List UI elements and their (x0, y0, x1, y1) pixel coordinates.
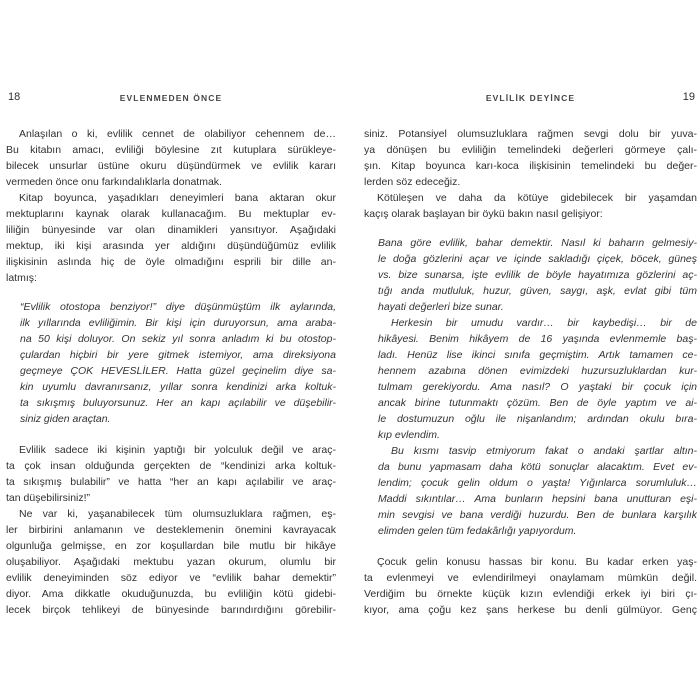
paragraph (378, 235, 697, 315)
paragraph (378, 315, 697, 443)
page-number-left: 18 (8, 91, 21, 103)
text-line: da bunu yapmasam daha kötü sonuçlar alacaktım. Evet ev- (378, 461, 697, 473)
text-line: ta evlenmeyi ve evlendirilmeyi onaylamam mümkün değil. (364, 572, 697, 584)
text-line: hayati değerleri bize sunar. (378, 301, 504, 313)
text-line: tığı anda mutluluk, huzur, güven, saygı, aşk, evlat gibi tüm (378, 285, 697, 297)
text-line: diyor. Ama dikkatle okuduğunuzda, bu evliliğin kötü gidebi- (6, 588, 336, 600)
text-line: tan düşebilirsiniz!” (6, 492, 91, 504)
text-line: siniz. Potansiyel olumsuzluklara rağmen sevgi dolu bir yuva- (364, 128, 697, 140)
text-line: min sevgisi ve bana verdiği huzurdu. Ben de bunlara karşılık (378, 509, 697, 521)
page-body-left (6, 126, 336, 618)
text-line: ladı. Henüz lise ikinci sınıfa geçmiştim. Artık tamamen ce- (378, 349, 697, 361)
text-line: hikâyesi. Benim hikâyem de 16 yaşında evlenmemle baş- (378, 333, 697, 345)
text-line: ta çok insan olduğunda gerçekten de “kendinizi arka koltuk- (6, 460, 336, 472)
text-line: latmış: (6, 272, 37, 284)
text-line: le doğa gözlerini açar ve içinde sakladığı çiçek, böcek, güneş (378, 253, 697, 265)
text-line: lerden söz edeceğiz. (364, 176, 461, 188)
page-header-left (6, 92, 336, 105)
paragraph (20, 299, 336, 427)
text-line: lecek birçok tehlikeyi de bünyesinde barındırdığını görebilir- (6, 604, 336, 616)
text-line: mektuplarını kaynak olarak kullanacağım. Bu mektuplar ev- (6, 208, 336, 220)
text-line: na 50 kişi doluyor. On sekiz yıl sonra anladım ki bu otostop- (20, 333, 336, 345)
running-head-left: EVLENMEDEN ÖNCE (119, 93, 223, 103)
text-line: Kötüleşen ve daha da kötüye gidebilecek bir yaşamdan (377, 192, 697, 204)
page-body-right (364, 126, 697, 618)
page-number-right: 19 (682, 91, 695, 103)
text-line: Herkesin bir umudu vardır… bir kaybedişi… bir de (391, 317, 697, 329)
text-line: liliğin bünyesinde var olan dinamikleri yansıtıyor. Aşağıdaki (6, 224, 336, 236)
text-line: Kitap boyunca, yaşadıkları deneyimleri bana aktaran okur (19, 192, 336, 204)
text-line: Çocuk gelin konusu hassas bir konu. Bu kadar erken yaş- (377, 556, 697, 568)
text-line: Bu kısmı tasvip etmiyorum fakat o andaki şartlar altın- (391, 445, 697, 457)
paragraph (6, 442, 336, 506)
text-line: şın. Kitap boyunca karı-koca ilişkisinin temelindeki bu değer- (364, 160, 697, 172)
text-line: oluşabiliyor. Aşağıdaki mektubu yazan okurum, olumlu bir (6, 556, 336, 568)
running-head-right: EVLİLİK DEYİNCE (485, 93, 576, 103)
text-line: vermeden önce onu farkındalıklarla donatmak. (6, 176, 222, 188)
text-line: Bana göre evlilik, bahar demektir. Nasıl ki baharın gelmesiy- (378, 237, 697, 249)
text-line: ilk yıllarında evliliğimin. Bir kişi için duruyorsun, ama araba- (20, 317, 336, 329)
text-line: Anlaşılan o ki, evlilik cennet de olabiliyor cehennem de… (19, 128, 336, 140)
text-line: hennem azabına dönen evimizdeki huzursuzluklardan kur- (378, 365, 697, 377)
paragraph (6, 126, 336, 190)
text-line: mektup, iki kişi arasında yer aldığını düşündüğümüz evlilik (6, 240, 336, 252)
text-line: kıp evlendim. (378, 429, 440, 441)
paragraph (364, 554, 697, 618)
text-line: çulardan hiçbiri bir yere gitmek istemiyor, ama direksiyona (20, 349, 336, 361)
text-line: le dostumuzun oğlu ile nişanlandım; ardından okulu bıra- (378, 413, 697, 425)
text-line: lendim; çocuk gelin oldum o yaşta! Yığınlarca sorumluluk… (378, 477, 697, 489)
text-line: ilişkisinin aslında hiç de öyle olmadığını esprili bir dille an- (6, 256, 336, 268)
paragraph (364, 190, 697, 222)
text-line: siniz giden araçtan. (20, 413, 111, 425)
paragraph (6, 506, 336, 618)
text-line: vs. bize sunarsa, işte evlilik de böyle hayatımıza gözlerini aç- (378, 269, 697, 281)
paragraph (6, 190, 336, 286)
text-line: Ne var ki, yaşanabilecek tüm olumsuzluklara rağmen, eş- (19, 508, 336, 520)
text-line: ancak birine tutunmaktı çözüm. Ben de öyle yaptım ve ai- (378, 397, 697, 409)
text-line: “Evlilik otostopa benziyor!” diye düşünmüştüm ilk aylarında, (20, 301, 336, 313)
text-line: tulmam gerekiyordu. Ama nasıl? O yaştaki bir çocuk için (378, 381, 697, 393)
text-line: olgunluğa gelmişse, en zor koşullardan bile mutlu bir hikâye (6, 540, 336, 552)
paragraph (378, 443, 697, 539)
text-line: Evlilik sadece iki kişinin yaptığı bir yolculuk değil ve araç- (19, 444, 336, 456)
book-page-left (6, 92, 336, 618)
text-line: evlilik deneyiminden söz ediyor ve “evlilik bahar demektir” (6, 572, 336, 584)
text-line: ler birbirini anlamanın ve desteklemenin önemini kavrayacak (6, 524, 336, 536)
text-line: elimden gelen tüm fedakârlığı yapıyordum. (378, 525, 577, 537)
text-line: Bu kitabın amacı, evliliği böylesine zıt kutuplara sürükleye- (6, 144, 336, 156)
text-line: kıyor, ama çoğu kez şans herkese bu denli gülmüyor. Genç (364, 604, 697, 616)
book-page-right (364, 92, 697, 618)
text-line: bilecek unsurlar üstüne okuru düşündürmek ve evlilik kararı (6, 160, 336, 172)
text-line: Maddi sıkıntılar… Ama bunların hepsini bana unutturan eşi- (378, 493, 697, 505)
text-line: Verdiğim bu örnekte küçük kızın evlendiği erkek iyi biri çı- (364, 588, 697, 600)
text-line: ta sıkışmış bulabilir” ve hatta “her an kapı açılabilir ve araç- (6, 476, 336, 488)
text-line: ta sıkışmış buluyorsunuz. Her an kapı açılabilir ve düşebilir- (20, 397, 336, 409)
text-line: ya dönüşen bu evliliğin temelindeki değerleri görmeye çalı- (364, 144, 697, 156)
paragraph (364, 126, 697, 190)
text-line: geçmeye ÇOK HEVESLİLER. Hatta güzel geçinelim diye sa- (20, 365, 336, 377)
text-line: kin uyumlu davranırsanız, yıllar sonra kendinizi arka koltuk- (20, 381, 336, 393)
text-line: kaçış olarak başlayan bir öykü bakın nasıl gelişiyor: (364, 208, 603, 220)
page-header-right (364, 92, 697, 105)
